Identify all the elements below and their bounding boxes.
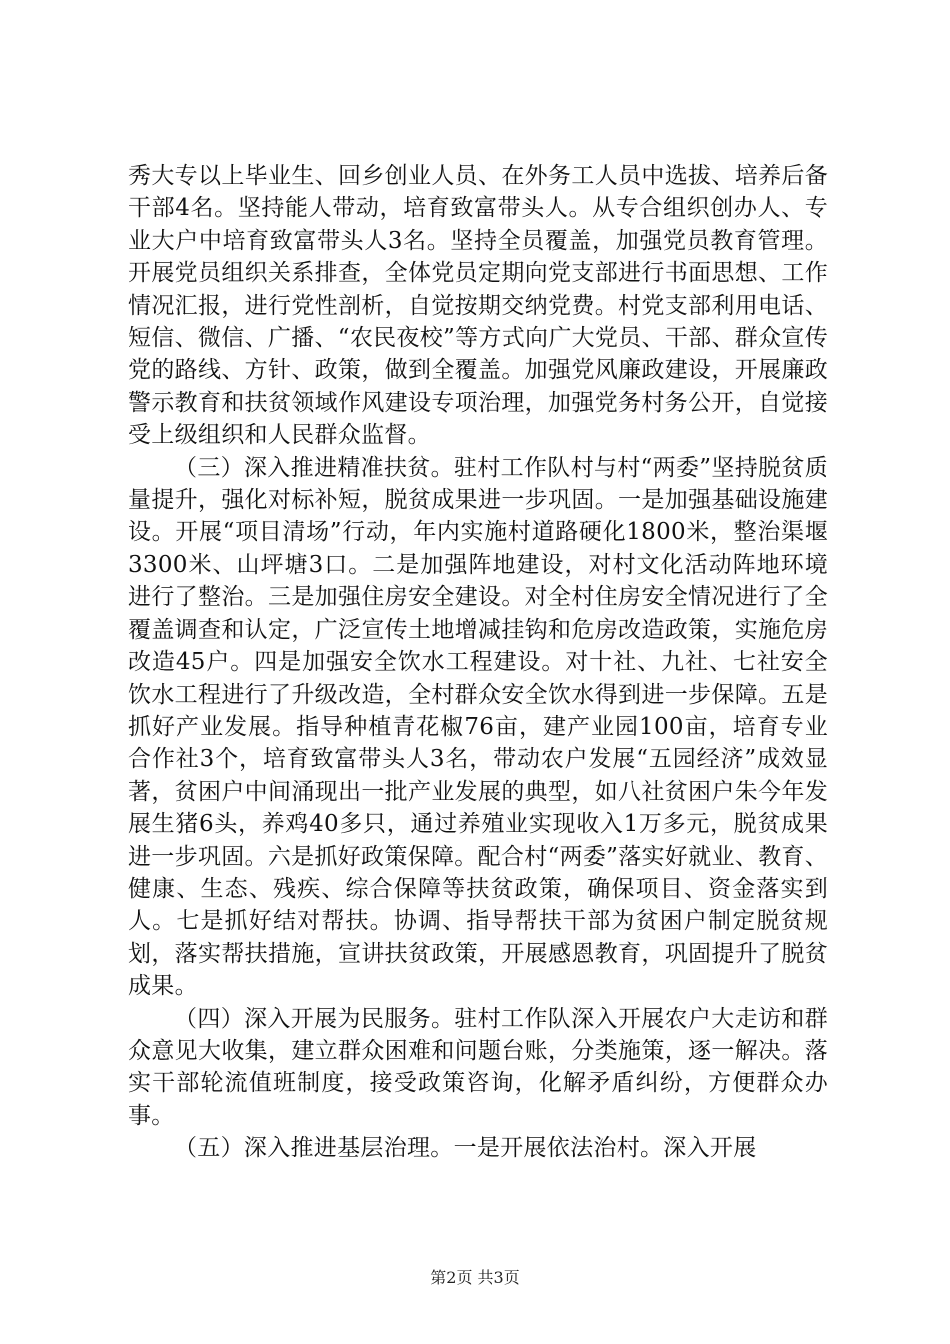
paragraph-3: （四）深入开展为民服务。驻村工作队深入开展农户大走访和群众意见大收集，建立群众困难和问题台账，分类施策，逐一解决。落实干部轮流值班制度，接受政策咨询，化解矛盾纠纷，方便群众办事。 bbox=[128, 1005, 828, 1129]
paragraph-2: （三）深入推进精准扶贫。驻村工作队村与村“两委”坚持脱贫质量提升，强化对标补短，脱贫成果进一步巩固。一是加强基础设施建设。开展“项目清场”行动，年内实施村道路硬化1800米，整治渠堰3300米、山坪塘3口。二是加强阵地建设，对村文化活动阵地环境进行了整治。三是加强住房安全建设。对全村住房安全情况进行了全覆盖调查和认定，广泛宣传土地增减挂钩和危房改造政策，实施危房改造45户。四是加强安全饮水工程建设。对十社、九社、七社安全饮水工程进行了升级改造，全村群众安全饮水得到进一步保障。五是抓好产业发展。指导种植青花椒76亩，建产业园100亩，培育专业合作社3个，培育致富带头人3名，带动农户发展“五园经济”成效显著，贫困户中间涌现出一批产业发展的典型，如八社贫困户朱今年发展生猪6头，养鸡40多只，通过养殖业实现收入1万多元，脱贫成果进一步巩固。六是抓好政策保障。配合村“两委”落实好就业、教育、健康、生态、残疾、综合保障等扶贫政策，确保项目、资金落实到人。七是抓好结对帮扶。协调、指导帮扶干部为贫困户制定脱贫规划，落实帮扶措施，宣讲扶贫政策，开展感恩教育，巩固提升了脱贫成果。 bbox=[128, 454, 828, 1000]
page-number-footer: 第2页 共3页 bbox=[430, 1268, 520, 1287]
paragraph-1: 秀大专以上毕业生、回乡创业人员、在外务工人员中选拔、培养后备干部4名。坚持能人带动，培育致富带头人。从专合组织创办人、专业大户中培育致富带头人3名。坚持全员覆盖，加强党员教育管理。开展党员组织关系排查，全体党员定期向党支部进行书面思想、工作情况汇报，进行党性剖析，自觉按期交纳党费。村党支部利用电话、短信、微信、广播、“农民夜校”等方式向广大党员、干部、群众宣传党的路线、方针、政策，做到全覆盖。加强党风廉政建设，开展廉政警示教育和扶贫领域作风建设专项治理，加强党务村务公开，自觉接受上级组织和人民群众监督。 bbox=[128, 163, 828, 449]
paragraph-4: （五）深入推进基层治理。一是开展依法治村。深入开展 bbox=[174, 1135, 757, 1162]
document-body bbox=[128, 160, 828, 1165]
